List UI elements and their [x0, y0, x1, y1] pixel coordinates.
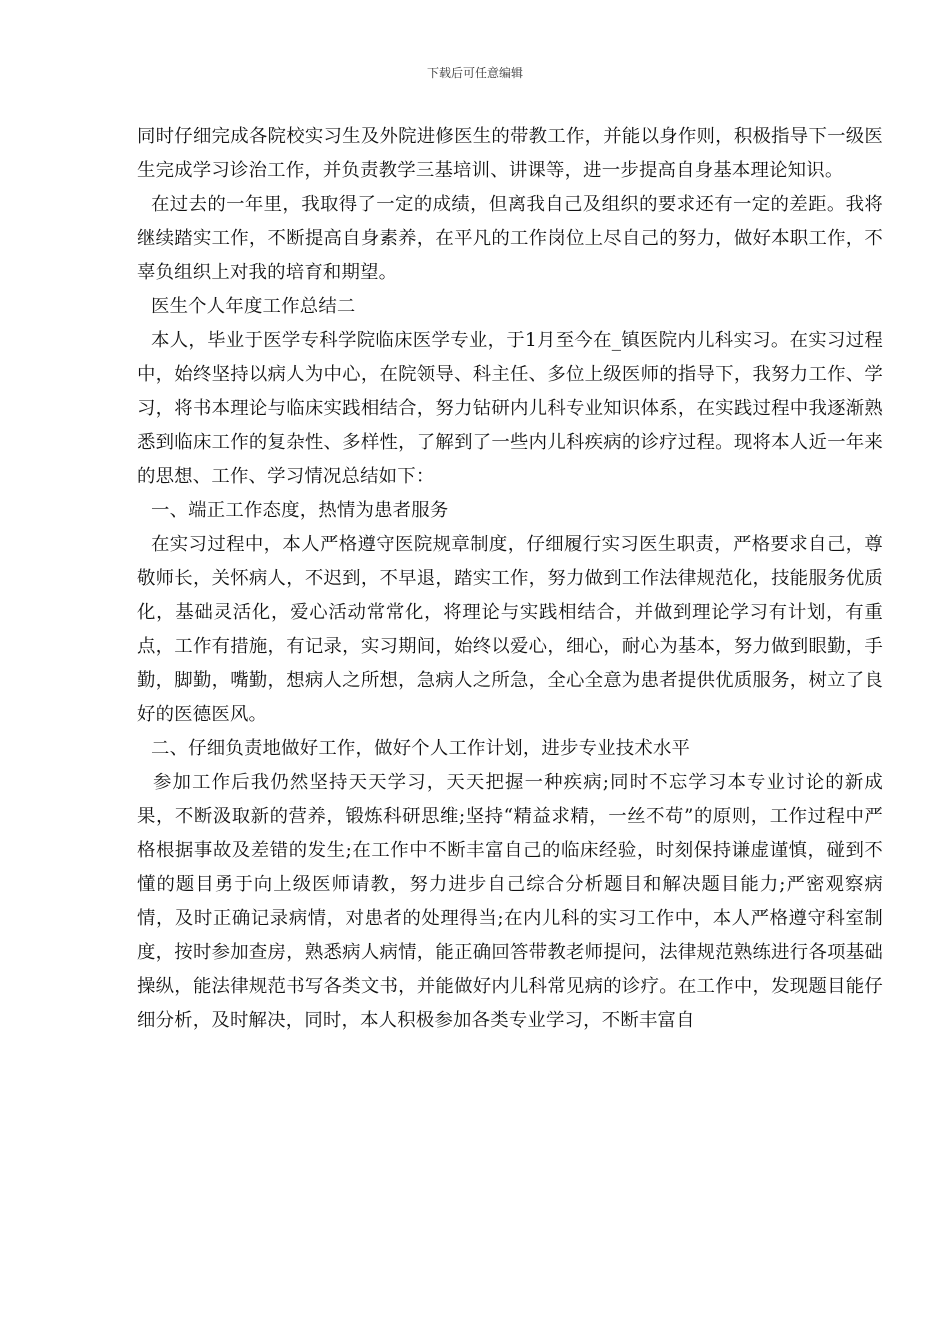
paragraph-intro: 本人，毕业于医学专科学院临床医学专业，于1月至今在_镇医院内儿科实习。在实习过程中，始终坚持以病人为中心，在院领导、科主任、多位上级医师的指导下，我努力工作、学习，将书本理论与临床实践相结合，努力钻研内儿科专业知识体系，在实践过程中我逐渐熟悉到临床工作的复杂性、多样性，了解到了一些内儿科疾病的诊疗过程。现将本人近一年来的思想、工作、学习情况总结如下： — [137, 330, 883, 487]
paragraph-attitude: 在实习过程中，本人严格遵守医院规章制度，仔细履行实习医生职责，严格要求自己，尊敬师长，关怀病人，不迟到，不早退，踏实工作，努力做到工作法律规范化，技能服务优质化，基础灵活化，爱心活动常常化，将理论与实践相结合，并做到理论学习有计划，有重点，工作有措施，有记录，实习期间，始终以爱心，细心，耐心为基本，努力做到眼勤，手勤，脚勤，嘴勤，想病人之所想，急病人之所急，全心全意为患者提供优质服务，树立了良好的医德医风。 — [137, 534, 883, 725]
subheading-two: 二、仔细负责地做好工作，做好个人工作计划，进步专业技术水平 — [151, 738, 691, 759]
paragraph-continuation: 同时仔细完成各院校实习生及外院进修医生的带教工作，并能以身作则，积极指导下一级医生完成学习诊治工作，并负责教学三基培训、讲课等，进一步提高自身基本理论知识。 — [137, 126, 883, 181]
page-header: 下载后可任意编辑 — [426, 66, 523, 80]
subheading-one: 一、端正工作态度，热情为患者服务 — [151, 500, 449, 521]
paragraph-conclusion: 在过去的一年里，我取得了一定的成绩，但离我自己及组织的要求还有一定的差距。我将继续踏实工作，不断提高自身素养，在平凡的工作岗位上尽自己的努力，做好本职工作，不辜负组织上对我的培育和期望。 — [137, 194, 883, 283]
document-body — [137, 120, 883, 1038]
section-heading: 医生个人年度工作总结二 — [151, 296, 356, 317]
paragraph-work: 参加工作后我仍然坚持天天学习，天天把握一种疾病;同时不忘学习本专业讨论的新成果，不断汲取新的营养，锻炼科研思维;坚持“精益求精，一丝不苟”的原则，工作过程中严格根据事故及差错的发生;在工作中不断丰富自己的临床经验，时刻保持谦虚谨慎，碰到不懂的题目勇于向上级医师请教，努力进步自己综合分析题目和解决题目能力;严密观察病情，及时正确记录病情，对患者的处理得当;在内儿科的实习工作中，本人严格遵守科室制度，按时参加查房，熟悉病人病情，能正确回答带教老师提问，法律规范熟练进行各项基础操纵，能法律规范书写各类文书，并能做好内儿科常见病的诊疗。在工作中，发现题目能仔细分析，及时解决，同时，本人积极参加各类专业学习，不断丰富自 — [137, 772, 883, 1031]
